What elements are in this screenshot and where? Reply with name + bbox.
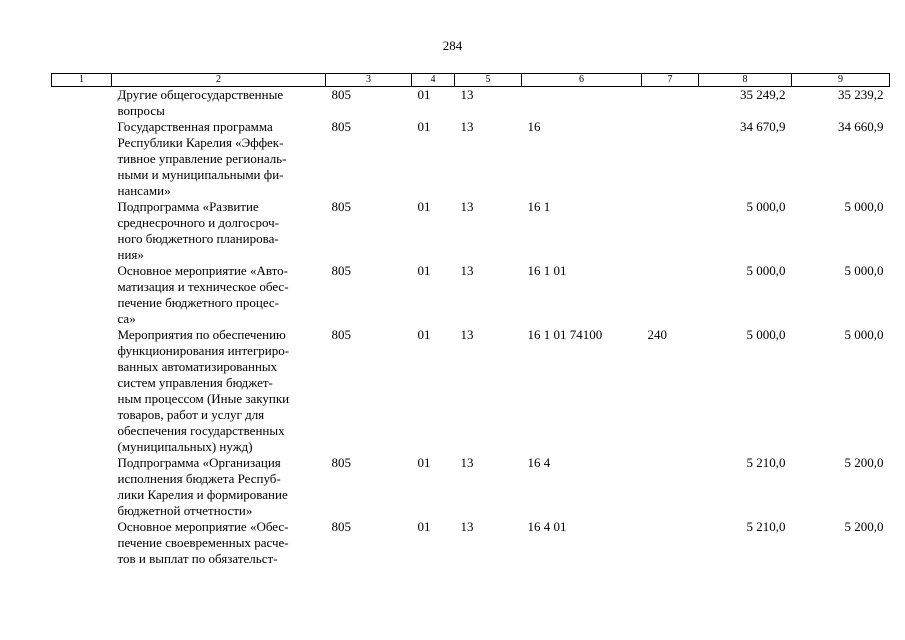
column-header: 8: [699, 74, 792, 87]
row-section: 01: [417, 519, 431, 534]
row-name-line: (муниципальных) нужд): [117, 439, 253, 454]
column-header: 9: [792, 74, 890, 87]
row-name-line: функционирования интегриро-: [117, 343, 290, 358]
row-name-line: систем управления бюджет-: [117, 375, 273, 390]
row-amount-year1: 5 210,0: [746, 519, 786, 534]
row-expense-type: [642, 263, 699, 327]
row-amount-year1: 35 249,2: [740, 87, 786, 102]
row-name-line: исполнения бюджета Респуб-: [117, 471, 281, 486]
table-row: [52, 263, 890, 327]
row-target-article: 16 4 01: [527, 519, 567, 534]
row-name: [112, 199, 326, 263]
row-name-line: Республики Карелия «Эффек-: [117, 135, 284, 150]
row-section: 01: [417, 263, 431, 278]
row-amount-year1: 5 210,0: [746, 455, 786, 470]
row-name-line: лики Карелия и формирование: [117, 487, 288, 502]
row-col-1: [52, 87, 112, 120]
row-name-line: вопросы: [117, 103, 165, 118]
row-section: 01: [417, 327, 431, 342]
row-name: [112, 119, 326, 199]
row-col-1: [52, 199, 112, 263]
row-name-line: нансами»: [117, 183, 171, 198]
row-name-line: Основное мероприятие «Обес-: [117, 519, 289, 534]
row-name-line: Подпрограмма «Развитие: [117, 199, 259, 214]
column-header: 4: [412, 74, 455, 87]
row-amount-year2: 5 200,0: [844, 519, 884, 534]
row-subsection: 13: [460, 87, 474, 102]
row-expense-type: [642, 87, 699, 120]
row-amount-year2: 34 660,9: [838, 119, 884, 134]
row-col-1: [52, 263, 112, 327]
row-name-line: тов и выплат по обязательст-: [117, 551, 278, 566]
row-admin-code: 805: [331, 119, 351, 134]
row-name-line: среднесрочного и долгосроч-: [117, 215, 279, 230]
row-col-1: [52, 327, 112, 455]
row-name-line: ния»: [117, 247, 144, 262]
page-number: 284: [442, 38, 463, 53]
row-amount-year1: 5 000,0: [746, 199, 786, 214]
row-subsection: 13: [460, 263, 474, 278]
table-row: [52, 87, 890, 120]
row-name-line: ным процессом (Иные закупки: [117, 391, 290, 406]
row-expense-type: [642, 199, 699, 263]
row-target-article: 16: [527, 119, 541, 134]
row-amount-year2: 5 000,0: [844, 263, 884, 278]
table-row: [52, 199, 890, 263]
row-section: 01: [417, 455, 431, 470]
row-name: [112, 327, 326, 455]
row-amount-year2: 5 200,0: [844, 455, 884, 470]
row-name: [112, 87, 326, 120]
row-section: 01: [417, 87, 431, 102]
table-row: [52, 327, 890, 455]
row-admin-code: 805: [331, 327, 351, 342]
row-admin-code: 805: [331, 519, 351, 534]
table-body: [52, 87, 890, 568]
row-name: [112, 263, 326, 327]
row-amount-year2: 5 000,0: [844, 199, 884, 214]
row-amount-year1: 5 000,0: [746, 327, 786, 342]
column-header: 1: [52, 74, 112, 87]
row-admin-code: 805: [331, 263, 351, 278]
row-target-article: 16 1 01: [527, 263, 567, 278]
row-amount-year1: 34 670,9: [740, 119, 786, 134]
column-header: 7: [642, 74, 699, 87]
row-target-article: [522, 87, 642, 120]
row-name-line: бюджетной отчетности»: [117, 503, 253, 518]
row-section: 01: [417, 199, 431, 214]
row-admin-code: 805: [331, 199, 351, 214]
row-amount-year2: 35 239,2: [838, 87, 884, 102]
row-subsection: 13: [460, 455, 474, 470]
row-expense-type: [642, 519, 699, 567]
row-subsection: 13: [460, 519, 474, 534]
row-amount-year2: 5 000,0: [844, 327, 884, 342]
row-subsection: 13: [460, 199, 474, 214]
row-expense-type: [642, 455, 699, 519]
row-col-1: [52, 455, 112, 519]
row-expense-type: 240: [647, 327, 667, 342]
row-name-line: тивное управление региональ-: [117, 151, 287, 166]
row-col-1: [52, 119, 112, 199]
row-name: [112, 519, 326, 567]
row-name-line: печение бюджетного процес-: [117, 295, 280, 310]
row-subsection: 13: [460, 119, 474, 134]
row-name-line: матизация и техническое обес-: [117, 279, 289, 294]
row-name-line: ного бюджетного планирова-: [117, 231, 279, 246]
row-name-line: ными и муниципальными фи-: [117, 167, 284, 182]
row-name-line: Основное мероприятие «Авто-: [117, 263, 288, 278]
row-name-line: Мероприятия по обеспечению: [117, 327, 286, 342]
row-name-line: са»: [117, 311, 136, 326]
column-header: 3: [326, 74, 412, 87]
column-header: 5: [455, 74, 522, 87]
budget-table: [51, 73, 890, 567]
row-name-line: Государственная программа: [117, 119, 273, 134]
row-target-article: 16 1 01 74100: [527, 327, 603, 342]
row-name-line: ванных автоматизированных: [117, 359, 278, 374]
row-name-line: Другие общегосударственные: [117, 87, 284, 102]
row-target-article: 16 1: [527, 199, 551, 214]
column-header: 6: [522, 74, 642, 87]
row-target-article: 16 4: [527, 455, 551, 470]
table-row: [52, 519, 890, 567]
table-header: [52, 74, 890, 87]
row-admin-code: 805: [331, 87, 351, 102]
row-admin-code: 805: [331, 455, 351, 470]
row-name-line: обеспечения государственных: [117, 423, 285, 438]
table-row: [52, 455, 890, 519]
row-col-1: [52, 519, 112, 567]
column-header: 2: [112, 74, 326, 87]
row-expense-type: [642, 119, 699, 199]
row-name-line: товаров, работ и услуг для: [117, 407, 265, 422]
row-section: 01: [417, 119, 431, 134]
table-row: [52, 119, 890, 199]
row-name-line: печение своевременных расче-: [117, 535, 289, 550]
row-name: [112, 455, 326, 519]
row-amount-year1: 5 000,0: [746, 263, 786, 278]
row-subsection: 13: [460, 327, 474, 342]
row-name-line: Подпрограмма «Организация: [117, 455, 281, 470]
